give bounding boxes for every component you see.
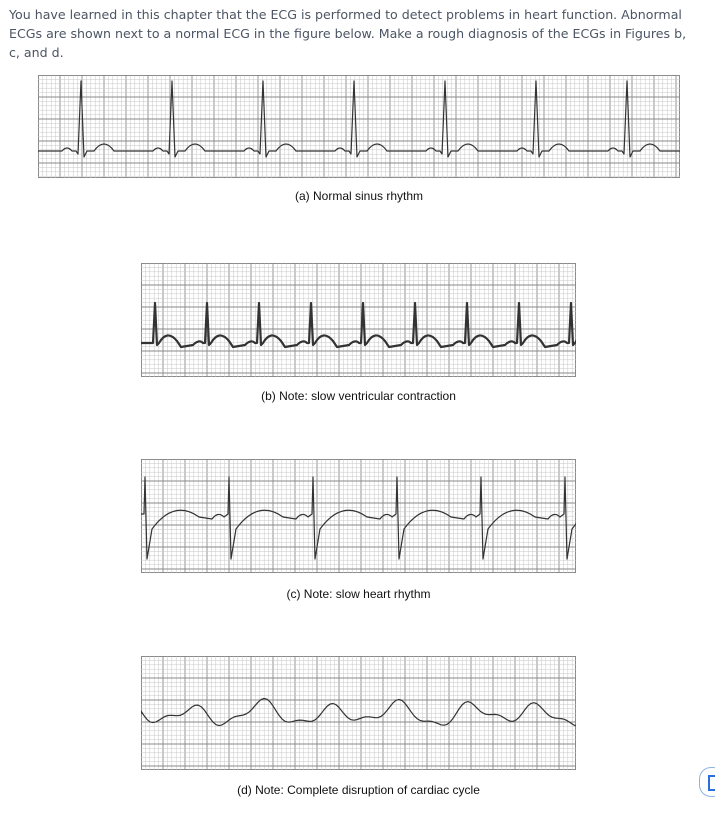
ecg-strip-cardiac-disruption (141, 656, 576, 770)
question-text: You have learned in this chapter that the ECG is performed to detect problems in heart function. Abnormal ECGs are shown next to a normal ECG in the figure below. Make a rough diagnosis of the ECGs in Figures b, c, and d. (9, 7, 687, 60)
ecg-strip-slow-ventricular-contraction (141, 263, 576, 377)
caption-cardiac-disruption: (d) Note: Complete disruption of cardiac cycle (237, 783, 480, 797)
ecg-strip-slow-heart-rhythm (141, 459, 576, 573)
caption-slow-ventricular-contraction: (b) Note: slow ventricular contraction (261, 389, 456, 403)
caption-slow-heart-rhythm: (c) Note: slow heart rhythm (286, 587, 431, 601)
feedback-icon[interactable] (699, 767, 715, 797)
caption-normal-sinus-rhythm: (a) Normal sinus rhythm (294, 189, 424, 203)
ecg-strip-normal (38, 75, 680, 178)
